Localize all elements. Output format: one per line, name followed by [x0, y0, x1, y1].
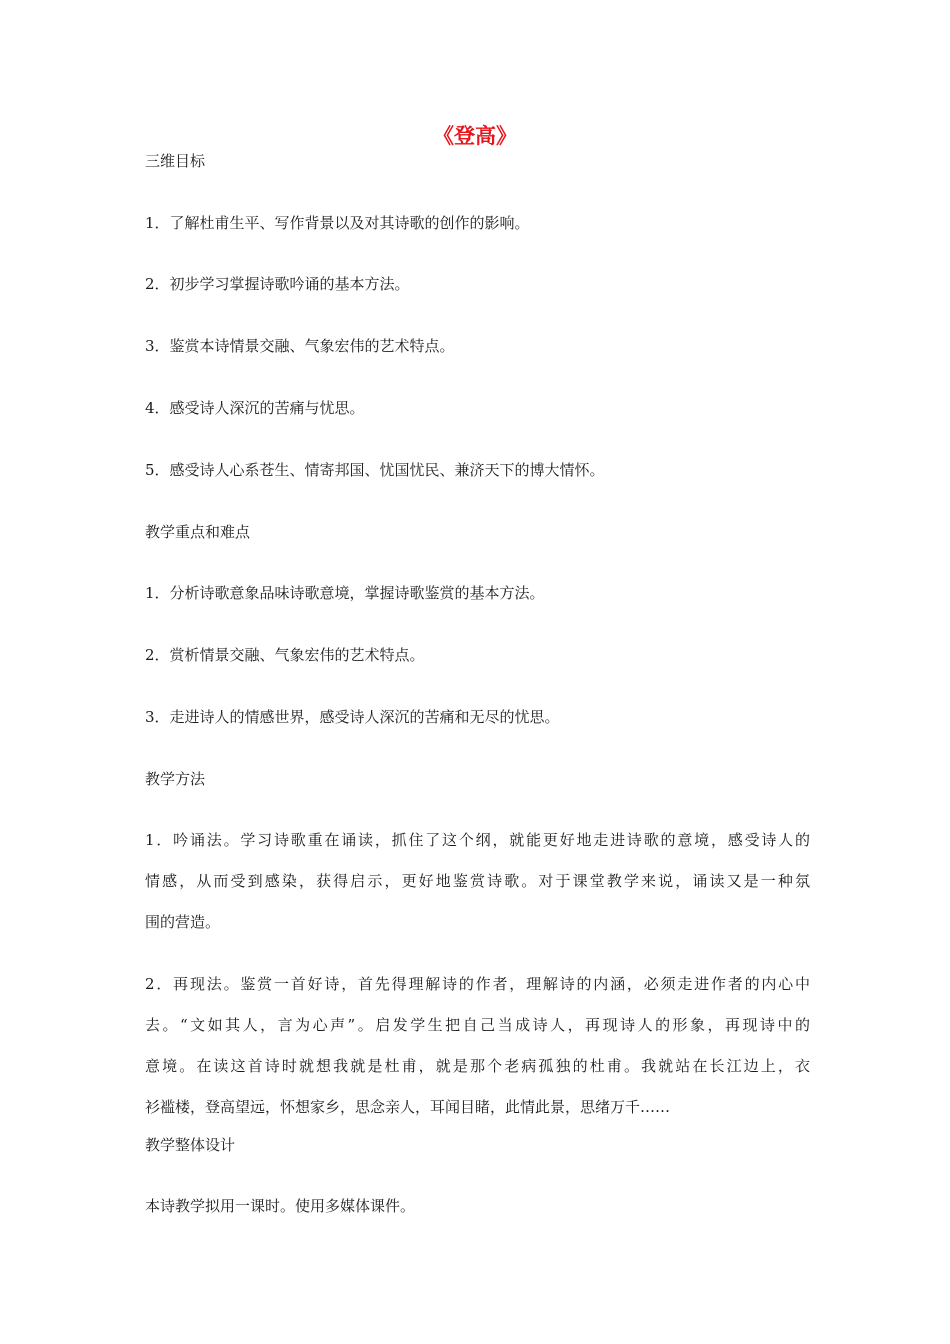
section-heading-design: 教学整体设计: [145, 1136, 236, 1154]
paragraph-line: 去。“文如其人，言为心声”。启发学生把自己当成诗人，再现诗人的形象，再现诗中的: [145, 1016, 810, 1034]
keypoint-item: 3．走进诗人的情感世界，感受诗人深沉的苦痛和无尽的忧思。: [145, 708, 560, 726]
section-heading-keypoints: 教学重点和难点: [145, 523, 251, 541]
keypoint-item: 1．分析诗歌意象品味诗歌意境，掌握诗歌鉴赏的基本方法。: [145, 584, 545, 602]
paragraph-line: 情感，从而受到感染，获得启示，更好地鉴赏诗歌。对于课堂教学来说，诵读又是一种氛: [145, 872, 810, 890]
method-paragraph-reenactment: [145, 974, 810, 1117]
section-heading-methods: 教学方法: [145, 770, 206, 788]
paragraph-line: 意境。在读这首诗时就想我就是杜甫，就是那个老病孤独的杜甫。我就站在长江边上，衣: [145, 1057, 810, 1075]
document-title: 《登高》: [433, 123, 517, 148]
paragraph-line: 2．再现法。鉴赏一首好诗，首先得理解诗的作者，理解诗的内涵，必须走进作者的内心中: [145, 975, 810, 993]
keypoint-item: 2．赏析情景交融、气象宏伟的艺术特点。: [145, 646, 425, 664]
section-heading-goals: 三维目标: [145, 152, 206, 170]
goal-item: 2．初步学习掌握诗歌吟诵的基本方法。: [145, 275, 410, 293]
goal-item: 1．了解杜甫生平、写作背景以及对其诗歌的创作的影响。: [145, 214, 530, 232]
goal-item: 3．鉴赏本诗情景交融、气象宏伟的艺术特点。: [145, 337, 455, 355]
method-paragraph-recitation: [145, 830, 810, 932]
paragraph-line: 围的营造。: [145, 913, 221, 931]
paragraph-line: 衫褴楼，登高望远，怀想家乡，思念亲人，耳闻目睹，此情此景，思绪万千……: [145, 1098, 671, 1116]
goal-item: 5．感受诗人心系苍生、情寄邦国、忧国忧民、兼济天下的博大情怀。: [145, 461, 605, 479]
design-text: 本诗教学拟用一课时。使用多媒体课件。: [145, 1197, 416, 1215]
paragraph-line: 1．吟诵法。学习诗歌重在诵读，抓住了这个纲，就能更好地走进诗歌的意境，感受诗人的: [145, 831, 810, 849]
goal-item: 4．感受诗人深沉的苦痛与忧思。: [145, 399, 365, 417]
